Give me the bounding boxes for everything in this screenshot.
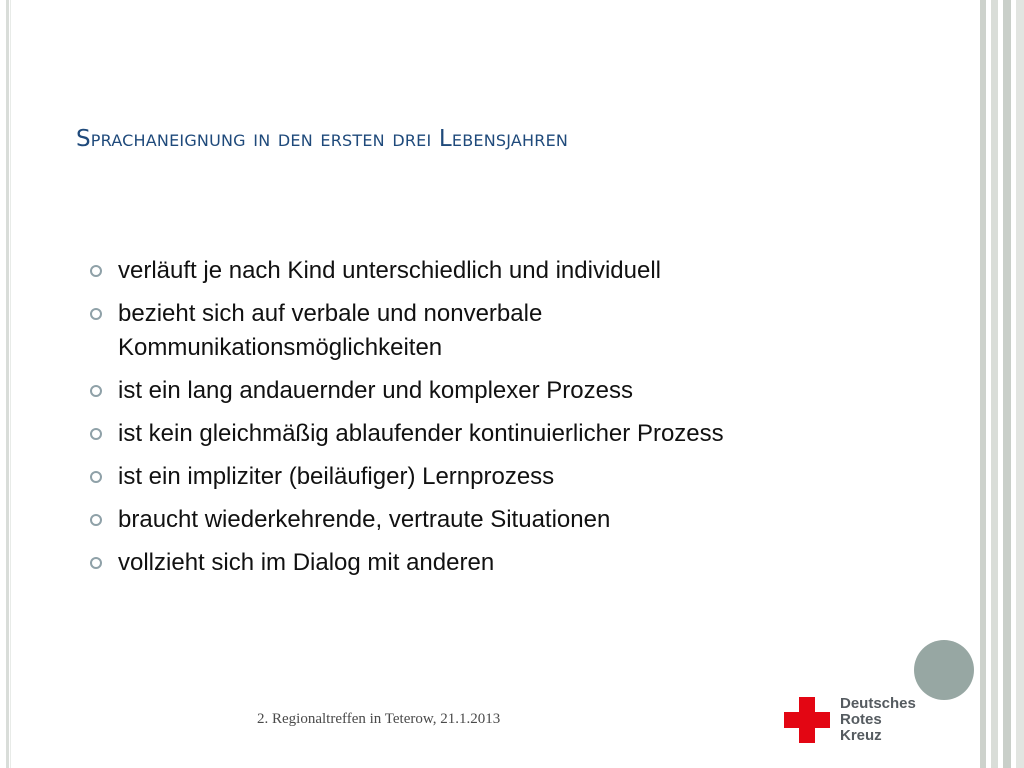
- left-border-line: [6, 0, 9, 768]
- bullet-item: [90, 503, 870, 537]
- bullet-circle-icon: [90, 308, 102, 320]
- drk-logo: [784, 696, 916, 744]
- bullet-text: bezieht sich auf verbale und nonverbale Kommunikationsmöglichkeiten: [118, 300, 543, 361]
- bullet-circle-icon: [90, 265, 102, 277]
- bullet-circle-icon: [90, 514, 102, 526]
- red-cross-icon: [784, 697, 830, 743]
- bullet-list: [90, 254, 870, 589]
- logo-line: Deutsches: [840, 695, 916, 712]
- bullet-text: ist ein impliziter (beiläufiger) Lernprozess: [118, 463, 555, 490]
- stripe: [1016, 0, 1024, 768]
- bullet-item: [90, 254, 870, 288]
- slide-footer: 2. Regionaltreffen in Teterow, 21.1.2013: [257, 711, 501, 727]
- bullet-text: ist ein lang andauernder und komplexer Prozess: [118, 377, 633, 404]
- bullet-circle-icon: [90, 385, 102, 397]
- stripe: [991, 0, 998, 768]
- logo-line: Kreuz: [840, 727, 882, 744]
- bullet-item: [90, 460, 870, 494]
- bullet-text: vollzieht sich im Dialog mit anderen: [118, 549, 495, 576]
- bullet-item: [90, 417, 870, 451]
- bullet-circle-icon: [90, 428, 102, 440]
- bullet-item: [90, 374, 870, 408]
- bullet-item: [90, 297, 870, 365]
- bullet-text: verläuft je nach Kind unterschiedlich und individuell: [118, 257, 661, 284]
- slide-title: Sprachaneignung in den ersten drei Lebensjahren: [76, 126, 569, 152]
- bullet-item: [90, 546, 870, 580]
- left-border-line-inner: [10, 0, 11, 768]
- bullet-circle-icon: [90, 471, 102, 483]
- logo-line: Rotes: [840, 711, 882, 728]
- bullet-circle-icon: [90, 557, 102, 569]
- logo-text: [840, 696, 916, 744]
- bullet-text: ist kein gleichmäßig ablaufender kontinuierlicher Prozess: [118, 420, 724, 447]
- right-decorative-stripes: [976, 0, 1024, 768]
- decorative-circle: [914, 640, 974, 700]
- stripe: [1003, 0, 1011, 768]
- bullet-text: braucht wiederkehrende, vertraute Situationen: [118, 506, 611, 533]
